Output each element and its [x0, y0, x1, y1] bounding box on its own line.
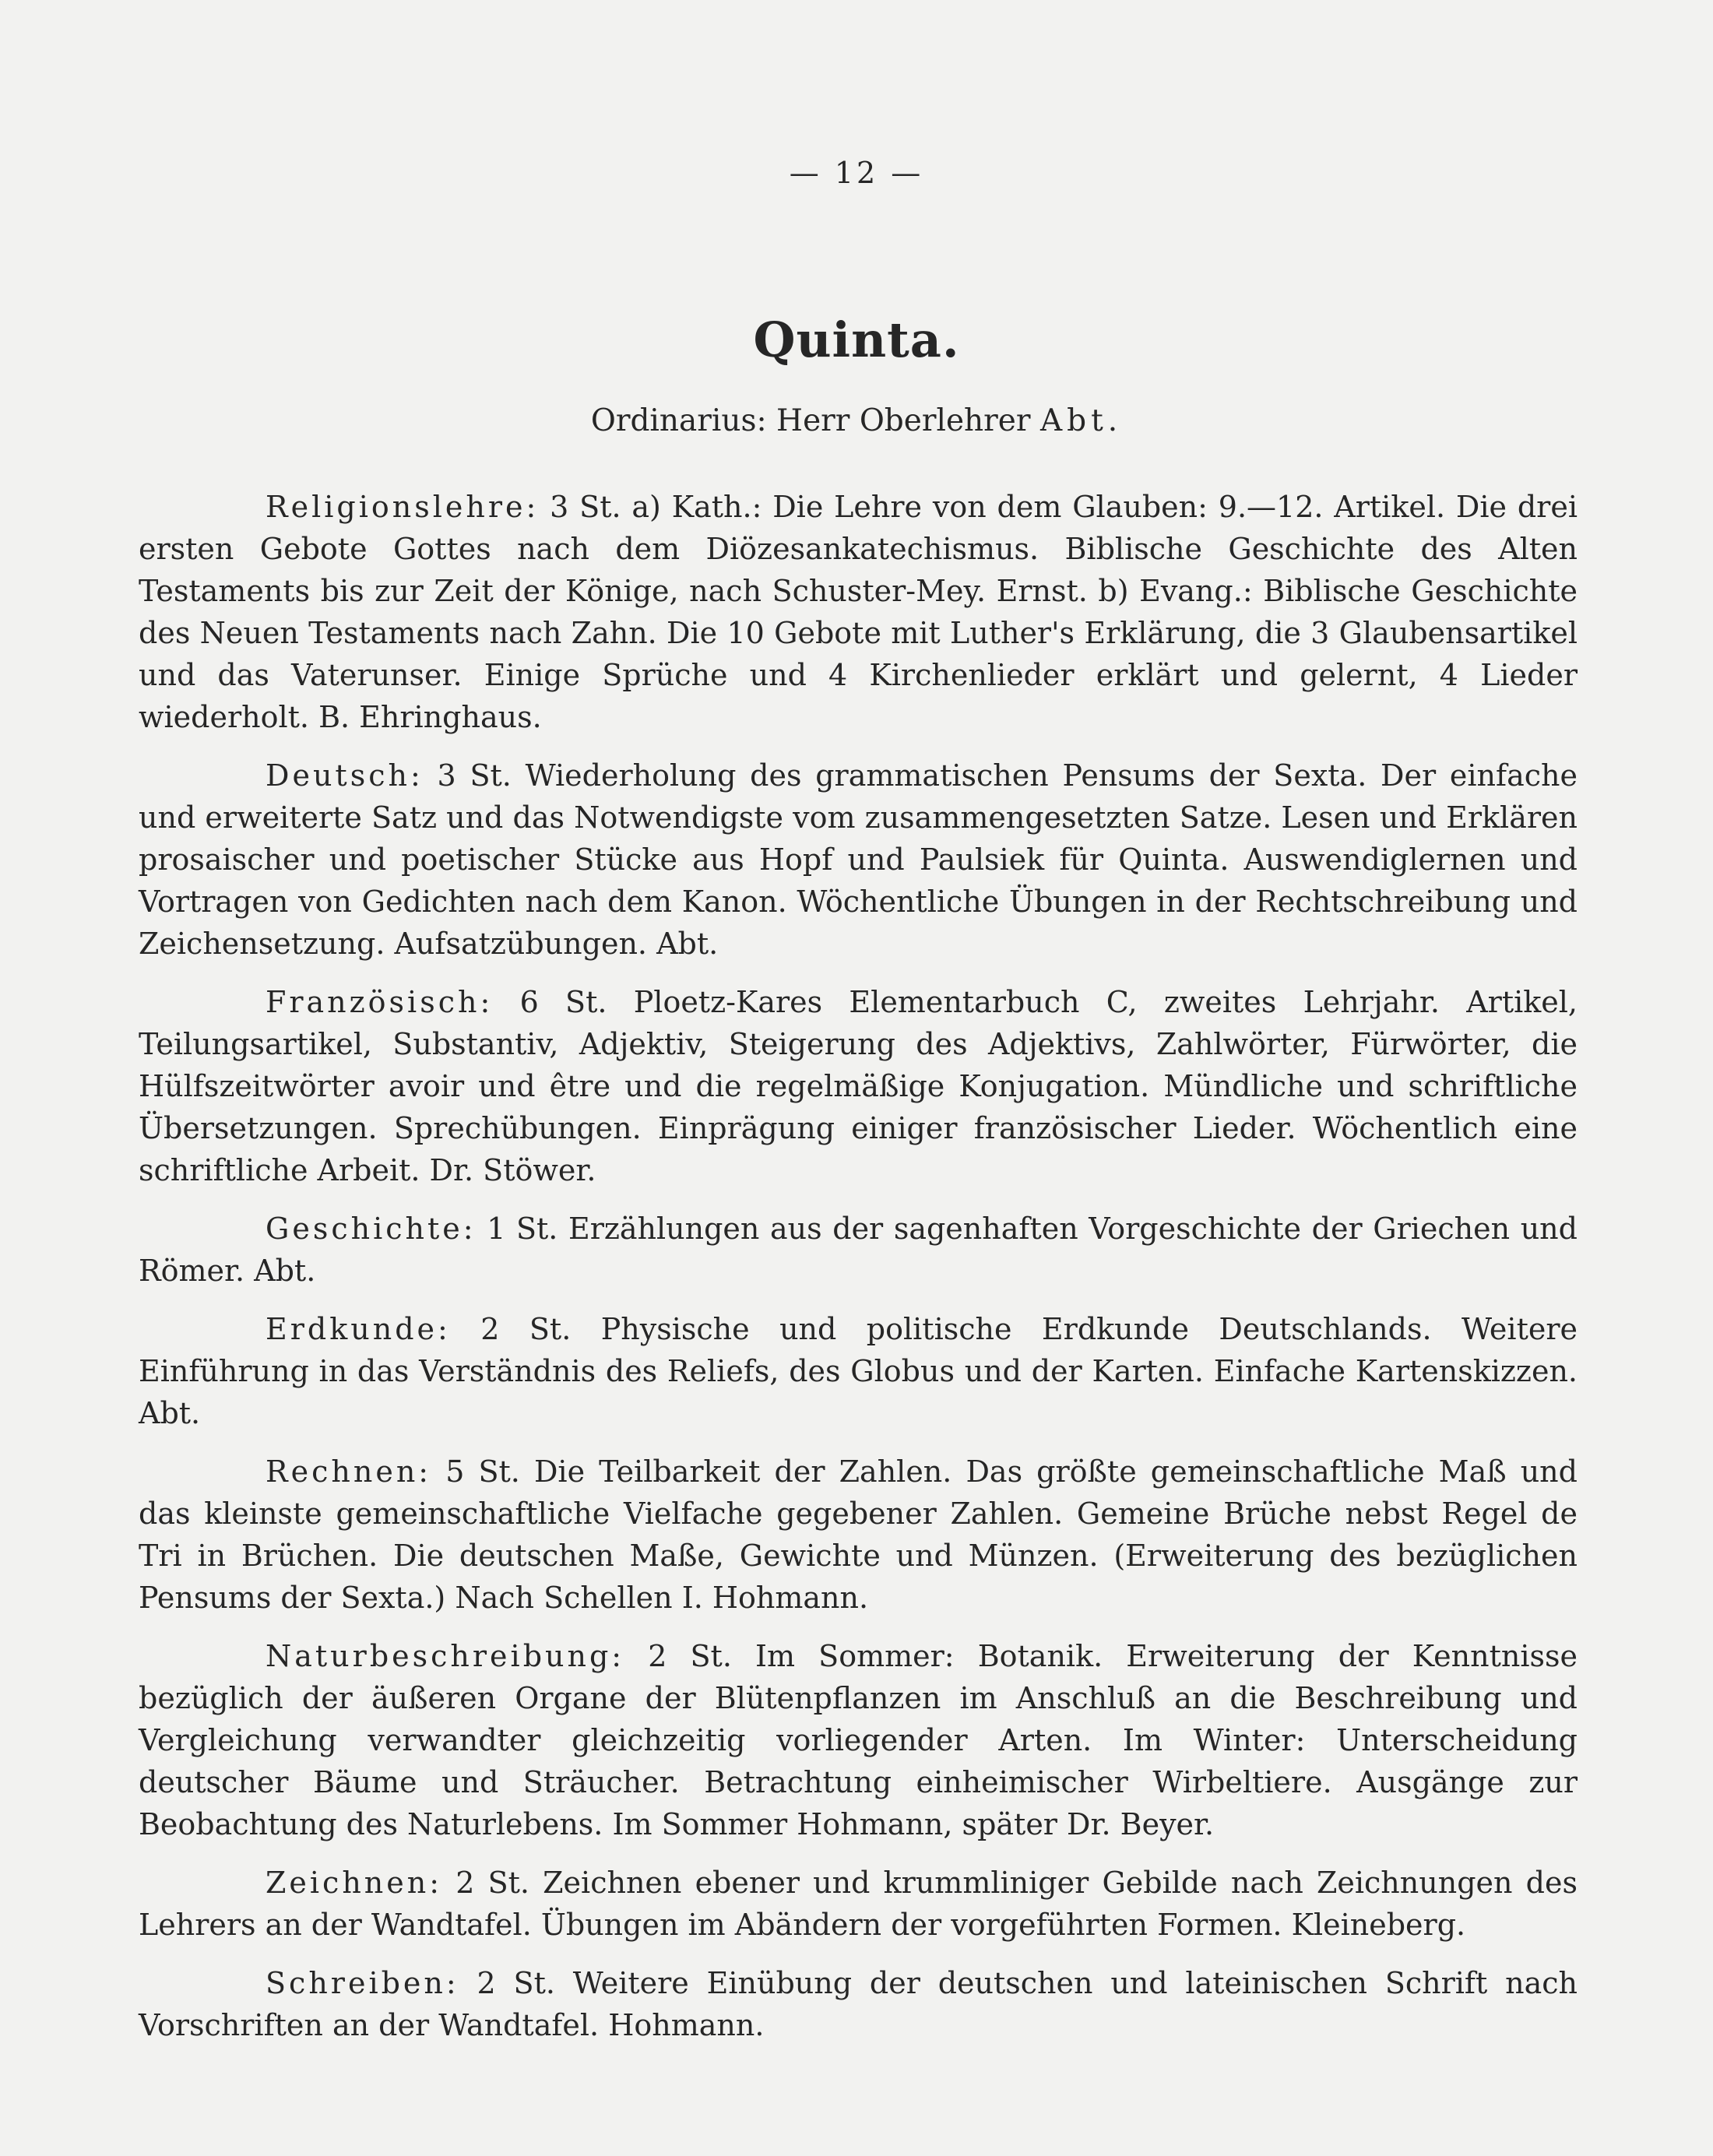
subject-name: Schreiben: — [266, 1966, 459, 2000]
subject-name: Geschichte: — [266, 1212, 477, 1246]
subject-german — [139, 754, 1578, 965]
page-number: — 12 — — [789, 156, 924, 190]
subject-french — [139, 981, 1578, 1191]
subject-text: 3 St. a) Kath.: Die Lehre von dem Glauben: 9.—12. Artikel. Die drei ersten Gebote Gottes nach dem Diözesankatechismus. Biblische Geschichte des Alten Testaments bis zur Zeit der Könige, nach Schuster-Mey. Ernst. b) Evang.: Biblische Geschichte des Neuen Testaments nach Zahn. Die 10 Gebote mit Luther's Erklärung, die 3 Glaubensartikel und das Vaterunser. Einige Sprüche und 4 Kirchenlieder erklärt und gelernt, 4 Lieder wiederholt. B. Ehringhaus. — [139, 490, 1578, 734]
subject-name: Deutsch: — [266, 758, 424, 793]
subject-geography — [139, 1308, 1578, 1434]
subject-text: 2 St. Zeichnen ebener und krummliniger Gebilde nach Zeichnungen des Lehrers an der Wandtafel. Übungen im Abändern der vorgeführten Formen. Kleineberg. — [139, 1866, 1578, 1942]
ordinarius-prefix: Ordinarius: Herr Oberlehrer — [590, 403, 1031, 438]
subject-name: Französisch: — [266, 985, 494, 1019]
subject-text: 2 St. Physische und politische Erdkunde Deutschlands. Weitere Einführung in das Verständnis des Reliefs, des Globus und der Karten. Einfache Kartenskizzen. Abt. — [139, 1312, 1578, 1430]
ordinarius-line — [0, 403, 1713, 438]
subject-text: 3 St. Wiederholung des grammatischen Pensums der Sexta. Der einfache und erweiterte Satz und das Notwendigste vom zusammengesetzten Satze. Lesen und Erklären prosaischer und poetischer Stücke aus Hopf und Paulsiek für Quinta. Auswendiglernen und Vortragen von Gedichten nach dem Kanon. Wöchentliche Übungen in der Rechtschreibung und Zeichensetzung. Aufsatzübungen. Abt. — [139, 758, 1578, 961]
subject-history — [139, 1208, 1578, 1292]
subject-arithmetic — [139, 1451, 1578, 1619]
subject-text: 6 St. Ploetz-Kares Elementarbuch C, zweites Lehrjahr. Artikel, Teilungsartikel, Substantiv, Adjektiv, Steigerung des Adjektivs, Zahlwörter, Fürwörter, die Hülfszeitwörter avoir und être und die regelmäßige Konjugation. Mündliche und schriftliche Übersetzungen. Sprechübungen. Einprägung einiger französischer Lieder. Wöchentlich eine schriftliche Arbeit. Dr. Stöwer. — [139, 985, 1578, 1187]
subject-text: 2 St. Im Sommer: Botanik. Erweiterung der Kenntnisse bezüglich der äußeren Organe der Blütenpflanzen im Anschluß an die Beschreibung und Vergleichung verwandter gleichzeitig vorliegender Arten. Im Winter: Unterscheidung deutscher Bäume und Sträucher. Betrachtung einheimischer Wirbeltiere. Ausgänge zur Beobachtung des Naturlebens. Im Sommer Hohmann, später Dr. Beyer. — [139, 1639, 1578, 1841]
subject-name: Erdkunde: — [266, 1312, 451, 1346]
subject-text: 5 St. Die Teilbarkeit der Zahlen. Das größte gemeinschaftliche Maß und das kleinste gemeinschaftliche Vielfache gegebener Zahlen. Gemeine Brüche nebst Regel de Tri in Brüchen. Die deutschen Maße, Gewichte und Münzen. (Erweiterung des bezüglichen Pensums der Sexta.) Nach Schellen I. Hohmann. — [139, 1454, 1578, 1615]
subject-name: Naturbeschreibung: — [266, 1639, 625, 1673]
subject-writing — [139, 1962, 1578, 2046]
subject-text: 2 St. Weitere Einübung der deutschen und lateinischen Schrift nach Vorschriften an der Wandtafel. Hohmann. — [139, 1966, 1578, 2042]
subject-name: Rechnen: — [266, 1454, 432, 1489]
subject-religion — [139, 486, 1578, 738]
subject-name: Zeichnen: — [266, 1866, 443, 1900]
ordinarius-name: Abt. — [1039, 403, 1123, 438]
curriculum-body — [139, 486, 1578, 2063]
section-title: Quinta. — [753, 311, 960, 368]
subject-drawing — [139, 1862, 1578, 1946]
subject-name: Religionslehre: — [266, 490, 540, 524]
subject-text: 1 St. Erzählungen aus der sagenhaften Vorgeschichte der Griechen und Römer. Abt. — [139, 1212, 1578, 1288]
subject-natural-history — [139, 1635, 1578, 1845]
